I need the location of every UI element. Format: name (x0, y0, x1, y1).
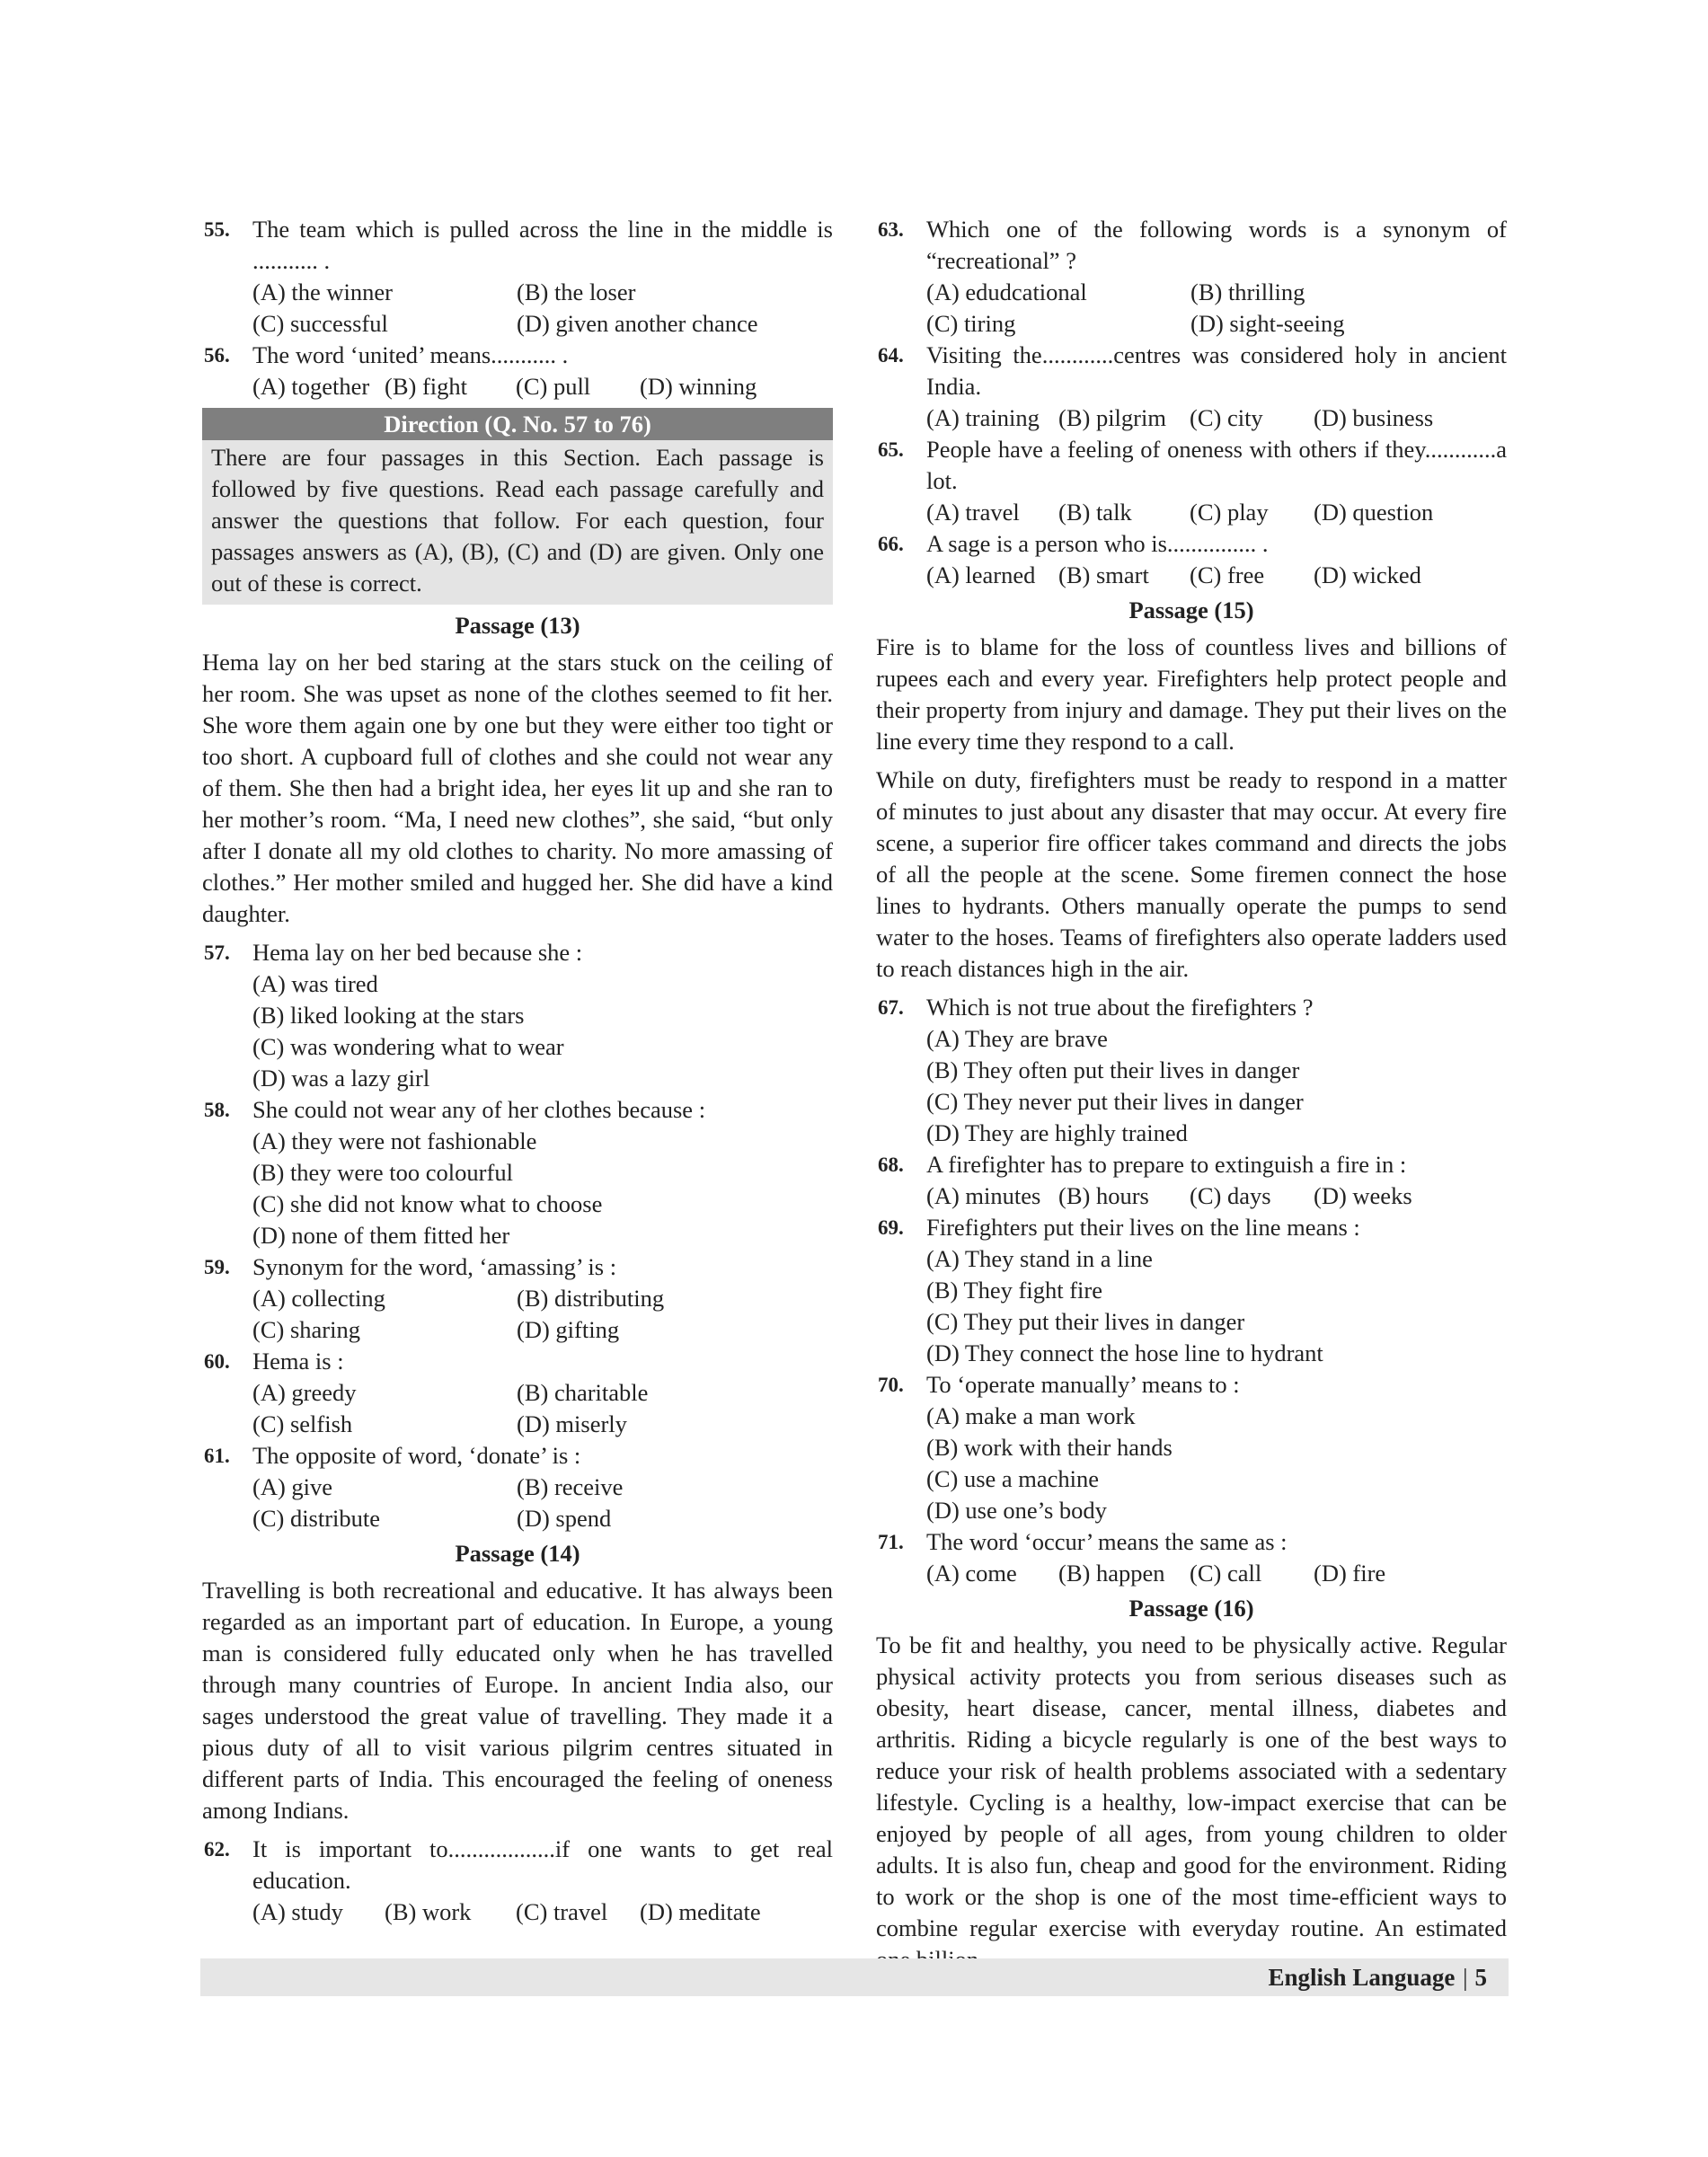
question-64 (876, 340, 1507, 434)
question-68 (876, 1149, 1507, 1212)
question-58 (202, 1094, 833, 1251)
option-c: (C) use a machine (926, 1465, 1100, 1492)
option-a: (A) edudcational (926, 278, 1087, 305)
option-d: (D) wicked (1314, 561, 1421, 588)
option-b: (B) work (385, 1898, 472, 1925)
passage-13-title: Passage (13) (455, 612, 580, 639)
option-c: (C) tiring (926, 310, 1016, 337)
option-c: (C) pull (516, 373, 591, 400)
option-c: (C) successful (252, 310, 388, 337)
option-c: (C) travel (516, 1898, 608, 1925)
option-a: (A) travel (926, 499, 1020, 526)
question-56 (202, 340, 833, 402)
footer (1269, 1958, 1487, 1996)
question-70 (876, 1369, 1507, 1526)
option-c: (C) was wondering what to wear (252, 1033, 564, 1060)
direction-text: There are four passages in this Section. Each passage is followed by five questions. Read each passage carefully and answer the questions that follow. For each question, four passages answers as (A), (B), (C) and (D) are given. Only one out of these is correct. (202, 440, 833, 605)
option-a: (A) learned (926, 561, 1036, 588)
option-d: (D) spend (517, 1505, 612, 1532)
question-number: 63. (878, 218, 904, 241)
question-number: 68. (878, 1154, 904, 1176)
option-d: (D) given another chance (517, 310, 758, 337)
option-c: (C) They never put their lives in danger (926, 1088, 1304, 1115)
option-b: (B) work with their hands (926, 1434, 1173, 1461)
question-text: Hema is : (252, 1348, 344, 1375)
question-number: 61. (204, 1445, 230, 1467)
option-c: (C) distribute (252, 1505, 381, 1532)
question-60 (202, 1346, 833, 1440)
passage-15-para-2: While on duty, firefighters must be ready to respond in a matter of minutes to just about any disaster that may occur. At every fire scene, a superior fire officer takes command and directs the jobs of all the people at the scene. Some firemen connect the hose lines to hydrants. Others manually operate the pumps to send water to the hoses. Teams of firefighters also operate ladders used to reach distances high in the air. (876, 766, 1507, 982)
question-69 (876, 1212, 1507, 1369)
option-d: (D) gifting (517, 1316, 620, 1343)
option-a: (A) come (926, 1560, 1017, 1587)
option-a: (A) collecting (252, 1285, 385, 1312)
question-66 (876, 528, 1507, 591)
question-57 (202, 937, 833, 1094)
option-a: (A) give (252, 1473, 333, 1500)
passage-15-title: Passage (15) (1128, 597, 1254, 623)
footer-subject: English Language (1268, 1964, 1456, 1991)
option-b: (B) smart (1058, 561, 1149, 588)
footer-bar (200, 1958, 1509, 1996)
question-number: 55. (204, 218, 230, 241)
question-text: Which one of the following words is a synonym of “recreational” ? (926, 216, 1507, 274)
option-a: (A) they were not fashionable (252, 1127, 537, 1154)
question-text: To ‘operate manually’ means to : (926, 1371, 1240, 1398)
option-d: (D) business (1314, 404, 1434, 431)
option-b: (B) thrilling (1190, 278, 1305, 305)
passage-15-para-1: Fire is to blame for the loss of countless lives and billions of rupees each and every year. Firefighters help protect people and their property from injury and damage. They put their lives on the line every time they respond to a call. (876, 633, 1507, 755)
option-b: (B) charitable (517, 1379, 649, 1406)
option-d: (D) They connect the hose line to hydrant (926, 1339, 1323, 1366)
option-b: (B) distributing (517, 1285, 665, 1312)
option-d: (D) They are highly trained (926, 1119, 1188, 1146)
option-c: (C) she did not know what to choose (252, 1190, 603, 1217)
page-number: 5 (1474, 1964, 1487, 1991)
question-number: 71. (878, 1531, 904, 1553)
passage-16-title: Passage (16) (1128, 1595, 1254, 1622)
option-a: (A) They stand in a line (926, 1245, 1153, 1272)
option-b: (B) the loser (517, 278, 636, 305)
options (252, 277, 833, 340)
option-d: (D) miserly (517, 1410, 627, 1437)
option-d: (D) question (1314, 499, 1434, 526)
question-number: 57. (204, 941, 230, 964)
passage-14-title: Passage (14) (455, 1540, 580, 1567)
question-number: 65. (878, 438, 904, 461)
option-c: (C) days (1190, 1182, 1271, 1209)
option-d: (D) fire (1314, 1560, 1386, 1587)
option-a: (A) They are brave (926, 1025, 1108, 1052)
option-a: (A) make a man work (926, 1402, 1136, 1429)
question-text: A firefighter has to prepare to extinguish a fire in : (926, 1151, 1407, 1178)
option-b: (B) They fight fire (926, 1277, 1102, 1304)
left-column (202, 214, 833, 1928)
option-c: (C) call (1190, 1560, 1262, 1587)
option-c: (C) city (1190, 404, 1263, 431)
question-text: People have a feeling of oneness with others if they............a lot. (926, 436, 1507, 494)
question-number: 69. (878, 1216, 904, 1239)
option-b: (B) hours (1058, 1182, 1149, 1209)
question-text: The opposite of word, ‘donate’ is : (252, 1442, 581, 1469)
option-d: (D) none of them fitted her (252, 1222, 510, 1249)
option-a: (A) training (926, 404, 1040, 431)
question-59 (202, 1251, 833, 1346)
option-c: (C) sharing (252, 1316, 360, 1343)
option-b: (B) happen (1058, 1560, 1165, 1587)
option-b: (B) liked looking at the stars (252, 1002, 525, 1029)
option-a: (A) together (252, 373, 370, 400)
question-text: Visiting the............centres was considered holy in ancient India. (926, 341, 1507, 400)
question-63 (876, 214, 1507, 340)
question-text: Hema lay on her bed because she : (252, 939, 583, 966)
question-61 (202, 1440, 833, 1534)
option-d: (D) sight-seeing (1190, 310, 1345, 337)
question-text: The word ‘united’ means........... . (252, 341, 569, 368)
option-d: (D) use one’s body (926, 1497, 1107, 1524)
right-column (876, 214, 1507, 1983)
option-a: (A) was tired (252, 970, 378, 997)
option-a: (A) greedy (252, 1379, 357, 1406)
option-b: (B) They often put their lives in danger (926, 1056, 1300, 1083)
question-67 (876, 992, 1507, 1149)
option-d: (D) weeks (1314, 1182, 1412, 1209)
direction-title: Direction (Q. No. 57 to 76) (202, 408, 833, 440)
passage-16-text: To be fit and healthy, you need to be physically active. Regular physical activity protects you from serious diseases such as obesity, heart disease, cancer, mental illness, diabetes and arthritis. Riding a bicycle regularly is one of the best ways to reduce your risk of health problems associated with a sedentary lifestyle. Cycling is a healthy, low-impact exercise that can be enjoyed by people of all ages, from young children to older adults. It is also fun, cheap and good for the environment. Riding to work or the shop is one of the most time-efficient ways to combine regular exercise with everyday routine. An estimated (876, 1631, 1507, 1941)
question-number: 62. (204, 1838, 230, 1861)
question-text: Firefighters put their lives on the line means : (926, 1214, 1360, 1241)
option-d: (D) meditate (640, 1898, 761, 1925)
question-55 (202, 214, 833, 340)
question-number: 67. (878, 996, 904, 1019)
footer-separator: | (1456, 1964, 1468, 1991)
question-number: 60. (204, 1350, 230, 1373)
options (252, 371, 833, 402)
option-a: (A) the winner (252, 278, 393, 305)
option-a: (A) minutes (926, 1182, 1041, 1209)
question-number: 56. (204, 344, 230, 367)
option-c: (C) play (1190, 499, 1269, 526)
option-c: (C) free (1190, 561, 1265, 588)
option-b: (B) they were too colourful (252, 1159, 513, 1186)
option-d: (D) was a lazy girl (252, 1065, 430, 1092)
option-b: (B) receive (517, 1473, 624, 1500)
option-c: (C) They put their lives in danger (926, 1308, 1245, 1335)
question-number: 59. (204, 1256, 230, 1278)
option-b: (B) talk (1058, 499, 1132, 526)
passage-13-text: Hema lay on her bed staring at the stars stuck on the ceiling of her room. She was upset as none of the clothes seemed to fit her. She wore them again one by one but they were either too tight or too short. A cupboard full of clothes and she could not wear any of them. She then had a bright idea, her eyes lit up and she ran to her mother’s room. “Ma, I need new clothes”, she said, “but only after I donate all my old clothes to charity. No more amassing of clothes.” Her mother smiled and hugged her. She did have a kind daughter. (202, 649, 833, 927)
question-62 (202, 1834, 833, 1928)
question-text: She could not wear any of her clothes because : (252, 1096, 706, 1123)
question-65 (876, 434, 1507, 528)
option-b: (B) pilgrim (1058, 404, 1166, 431)
option-d: (D) winning (640, 373, 757, 400)
question-text: The team which is pulled across the line in the middle is ........... . (252, 216, 833, 274)
question-text: It is important to..................if one wants to get real education. (252, 1835, 833, 1894)
question-number: 64. (878, 344, 904, 367)
option-c: (C) selfish (252, 1410, 353, 1437)
question-number: 70. (878, 1374, 904, 1396)
option-b: (B) fight (385, 373, 467, 400)
question-text: The word ‘occur’ means the same as : (926, 1528, 1288, 1555)
passage-14-text: Travelling is both recreational and educative. It has always been regarded as an important part of education. In Europe, a young man is considered fully educated only when he has travelled through many countries of Europe. In ancient India also, our sages understood the great value of travelling. They made it a pious duty of all to visit various pilgrim centres situated in different parts of India. This encouraged the feeling of oneness among Indians. (202, 1577, 833, 1824)
question-71 (876, 1526, 1507, 1589)
question-text: A sage is a person who is............... . (926, 530, 1269, 557)
question-text: Which is not true about the firefighters ? (926, 994, 1314, 1021)
question-number: 66. (878, 533, 904, 555)
question-number: 58. (204, 1099, 230, 1121)
question-text: Synonym for the word, ‘amassing’ is : (252, 1253, 617, 1280)
option-a: (A) study (252, 1898, 343, 1925)
